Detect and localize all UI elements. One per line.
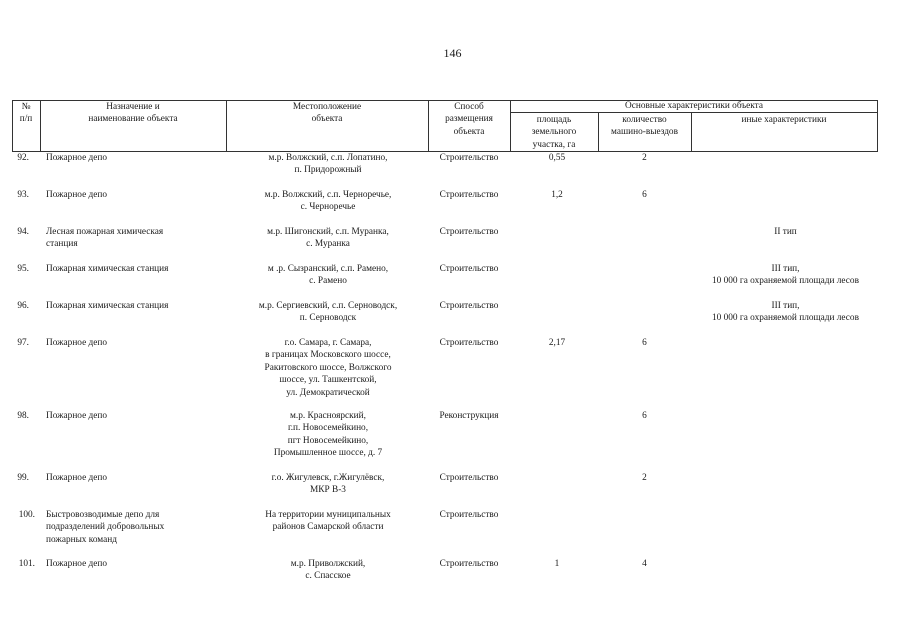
row-method: Строительство <box>439 338 499 348</box>
row-name: Пожарное депо <box>46 473 107 483</box>
row-location: м.р. Шигонский, с.п. Муранка, с. Муранка <box>267 227 389 250</box>
row-area: 0,55 <box>548 153 566 163</box>
row-name: Пожарное депо <box>46 411 107 421</box>
row-location: м.р. Волжский, с.п. Черноречье, с. Черноречье <box>264 190 392 213</box>
row-count: 6 <box>642 411 647 421</box>
row-method: Строительство <box>439 559 499 569</box>
row-method: Строительство <box>439 301 499 311</box>
row-count: 6 <box>642 190 647 200</box>
row-num: 100. <box>18 510 35 520</box>
row-num: 92. <box>17 153 29 163</box>
header-method: Способ размещения объекта <box>445 102 493 137</box>
row-name: Пожарная химическая станция <box>46 264 169 274</box>
row-location: м.р. Приволжский, с. Спасское <box>290 559 366 582</box>
row-location: г.о. Жигулевск, г.Жигулёвск, МКР В-3 <box>271 473 385 496</box>
header-col-divider <box>691 112 692 151</box>
row-location: м .р. Сызранский, с.п. Рамено, с. Рамено <box>267 264 389 287</box>
header-num: № п/п <box>19 102 33 125</box>
row-method: Строительство <box>439 227 499 237</box>
row-method: Строительство <box>439 190 499 200</box>
row-other: II тип <box>774 227 797 237</box>
row-method: Строительство <box>439 153 499 163</box>
header-col-divider <box>510 100 511 151</box>
row-area: 1,2 <box>551 190 563 200</box>
row-other: III тип, 10 000 га охраняемой площади лесов <box>712 301 859 324</box>
row-name: Лесная пожарная химическая станция <box>46 227 164 250</box>
header-col-divider <box>428 100 429 151</box>
row-location: На территории муниципальных районов Самарской области <box>265 510 391 533</box>
header-col-divider <box>877 100 878 151</box>
row-location: м.р. Красноярский, г.п. Новосемейкино, пгт Новосемейкино, Промышленное шоссе, д. 7 <box>273 411 383 459</box>
row-name: Пожарное депо <box>46 190 107 200</box>
row-num: 98. <box>17 411 29 421</box>
row-num: 96. <box>17 301 29 311</box>
row-name: Пожарное депо <box>46 338 107 348</box>
header-col-divider <box>40 100 41 151</box>
header-col-divider <box>226 100 227 151</box>
row-location: м.р. Сергиевский, с.п. Серноводск, п. Серноводск <box>258 301 398 324</box>
header-location: Местоположение объекта <box>292 102 362 125</box>
row-name: Пожарная химическая станция <box>46 301 169 311</box>
row-location: г.о. Самара, г. Самара, в границах Московского шоссе, Ракитовского шоссе, Волжского шоссе, ул. Ташкентской, ул. Демократической <box>264 338 392 398</box>
row-num: 95. <box>17 264 29 274</box>
row-num: 99. <box>17 473 29 483</box>
row-name: Пожарное депо <box>46 559 107 569</box>
row-method: Строительство <box>439 510 499 520</box>
row-count: 6 <box>642 338 647 348</box>
objects-table <box>12 100 878 630</box>
row-count: 2 <box>642 153 647 163</box>
row-other: III тип, 10 000 га охраняемой площади лесов <box>712 264 859 287</box>
row-method: Реконструкция <box>439 411 499 421</box>
header-other: иные характеристики <box>741 115 827 125</box>
row-num: 93. <box>17 190 29 200</box>
row-num: 97. <box>17 338 29 348</box>
header-main-characteristics: Основные характеристики объекта <box>625 101 763 111</box>
page-number: 146 <box>443 46 462 60</box>
row-method: Строительство <box>439 264 499 274</box>
row-name: Быстровозводимые депо для подразделений добровольных пожарных команд <box>46 510 165 545</box>
row-area: 1 <box>554 559 560 569</box>
row-num: 101. <box>18 559 35 569</box>
row-num: 94. <box>17 227 29 237</box>
row-name: Пожарное депо <box>46 153 107 163</box>
row-method: Строительство <box>439 473 499 483</box>
header-name: Назначение и наименование объекта <box>88 102 178 125</box>
header-count: количество машино-выездов <box>611 115 678 138</box>
row-area: 2,17 <box>548 338 566 348</box>
row-location: м.р. Волжский, с.п. Лопатино, п. Придорожный <box>268 153 388 176</box>
header-col-divider <box>598 112 599 151</box>
header-area: площадь земельного участка, га <box>531 115 577 150</box>
row-count: 2 <box>642 473 647 483</box>
row-count: 4 <box>642 559 647 569</box>
